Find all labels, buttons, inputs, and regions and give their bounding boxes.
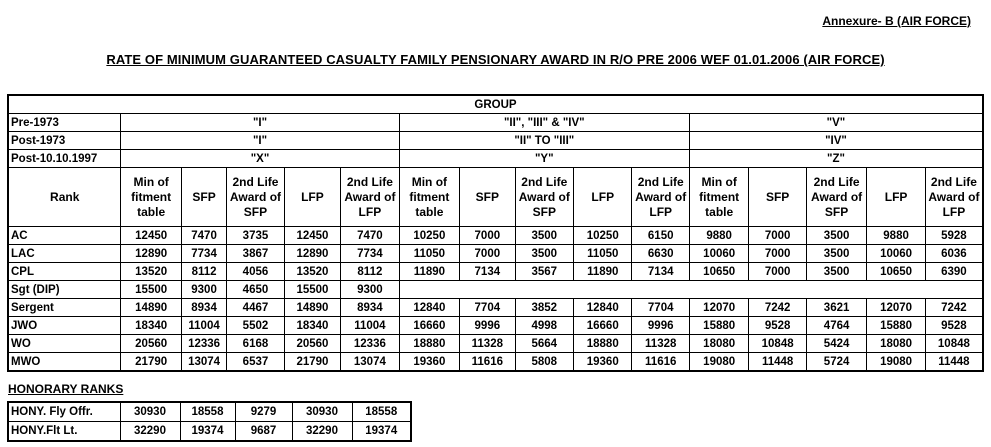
- period-group-x: "I": [121, 114, 399, 132]
- value-cell: 9528: [925, 317, 983, 335]
- value-cell: 18880: [399, 335, 459, 353]
- value-cell: 6630: [632, 245, 689, 263]
- value-cell: 12450: [284, 227, 340, 245]
- value-cell: 32290: [120, 422, 180, 442]
- value-cell: 6036: [925, 245, 983, 263]
- value-cell: 9996: [460, 317, 515, 335]
- value-cell: 6150: [632, 227, 689, 245]
- value-cell: 20560: [284, 335, 340, 353]
- value-cell: 10650: [867, 263, 925, 281]
- value-cell: 11050: [399, 245, 459, 263]
- value-cell: 18340: [284, 317, 340, 335]
- table-row: [8, 263, 983, 281]
- column-header-award-lfp: 2nd Life Award of LFP: [925, 168, 983, 227]
- value-cell: 12450: [121, 227, 181, 245]
- value-cell: 5424: [806, 335, 866, 353]
- value-cell: 32290: [292, 422, 352, 442]
- value-cell: 19080: [867, 353, 925, 372]
- period-row: [8, 114, 983, 132]
- value-cell: 8934: [181, 299, 226, 317]
- period-label: Post-10.10.1997: [8, 150, 121, 168]
- value-cell: 3500: [806, 227, 866, 245]
- period-group-x: "I": [121, 132, 399, 150]
- value-cell: 11050: [574, 245, 632, 263]
- page-title: RATE OF MINIMUM GUARANTEED CASUALTY FAMILY PENSIONARY AWARD IN R/O PRE 2006 WEF 01.01.2006 (AIR FORCE): [106, 52, 885, 67]
- table-row: [8, 227, 983, 245]
- rank-cell: HONY. Fly Offr.: [8, 402, 120, 422]
- value-cell: 12890: [284, 245, 340, 263]
- value-cell: 9528: [749, 317, 806, 335]
- honorary-row: [8, 422, 411, 442]
- value-cell: 9880: [689, 227, 748, 245]
- value-cell: 5724: [806, 353, 866, 372]
- value-cell: 6537: [227, 353, 284, 372]
- value-cell: 15500: [121, 281, 181, 299]
- period-group-y: "II" TO "III": [399, 132, 689, 150]
- value-cell: 10250: [399, 227, 459, 245]
- value-cell: 10650: [689, 263, 748, 281]
- value-cell: 18558: [352, 402, 411, 422]
- value-cell: 3867: [227, 245, 284, 263]
- value-cell: 3621: [806, 299, 866, 317]
- table-row: [8, 245, 983, 263]
- period-label: Pre-1973: [8, 114, 121, 132]
- value-cell: 7242: [749, 299, 806, 317]
- table-row: [8, 317, 983, 335]
- honorary-table: [7, 401, 412, 442]
- value-cell: 18080: [867, 335, 925, 353]
- group-header: GROUP: [8, 95, 983, 114]
- value-cell: 11328: [460, 335, 515, 353]
- value-cell: 12070: [689, 299, 748, 317]
- column-header-lfp: LFP: [574, 168, 632, 227]
- value-cell: 11890: [399, 263, 459, 281]
- value-cell: 12840: [574, 299, 632, 317]
- period-group-z: "V": [689, 114, 983, 132]
- column-header-sfp: SFP: [460, 168, 515, 227]
- value-cell: 18340: [121, 317, 181, 335]
- rank-cell: Sergent: [8, 299, 121, 317]
- value-cell: 12336: [341, 335, 399, 353]
- value-cell: 9300: [181, 281, 226, 299]
- value-cell: 4998: [515, 317, 573, 335]
- period-group-z: "Z": [689, 150, 983, 168]
- rank-cell: AC: [8, 227, 121, 245]
- period-group-x: "X": [121, 150, 399, 168]
- value-cell: 21790: [121, 353, 181, 372]
- honorary-ranks-label: HONORARY RANKS: [8, 382, 124, 396]
- value-cell: 9880: [867, 227, 925, 245]
- column-header-award-sfp: 2nd Life Award of SFP: [515, 168, 573, 227]
- value-cell: 11616: [460, 353, 515, 372]
- value-cell: 9687: [235, 422, 292, 442]
- value-cell: 19374: [180, 422, 235, 442]
- value-cell: 6168: [227, 335, 284, 353]
- value-cell: 9279: [235, 402, 292, 422]
- column-header-min-fitment: Min of fitment table: [689, 168, 748, 227]
- table-row: [8, 299, 983, 317]
- value-cell: 13520: [284, 263, 340, 281]
- rank-cell: LAC: [8, 245, 121, 263]
- column-header-min-fitment: Min of fitment table: [121, 168, 181, 227]
- period-group-y: "II", "III" & "IV": [399, 114, 689, 132]
- value-cell: 7470: [181, 227, 226, 245]
- table-row: [8, 335, 983, 353]
- value-cell: 7000: [460, 227, 515, 245]
- value-cell: 15880: [867, 317, 925, 335]
- value-cell: 4650: [227, 281, 284, 299]
- value-cell: 7704: [460, 299, 515, 317]
- value-cell: 7134: [460, 263, 515, 281]
- value-cell: 6390: [925, 263, 983, 281]
- value-cell: 11004: [341, 317, 399, 335]
- table-row: [8, 281, 983, 299]
- value-cell: 11004: [181, 317, 226, 335]
- value-cell: 14890: [284, 299, 340, 317]
- value-cell: 7704: [632, 299, 689, 317]
- value-cell: 7734: [181, 245, 226, 263]
- value-cell: 7134: [632, 263, 689, 281]
- rank-cell: JWO: [8, 317, 121, 335]
- value-cell: 7470: [341, 227, 399, 245]
- value-cell: 12890: [121, 245, 181, 263]
- empty-cell: [399, 281, 983, 299]
- rank-cell: Sgt (DIP): [8, 281, 121, 299]
- rank-header: Rank: [8, 168, 121, 227]
- column-header-award-sfp: 2nd Life Award of SFP: [806, 168, 866, 227]
- pension-table: [7, 94, 984, 372]
- value-cell: 18880: [574, 335, 632, 353]
- rank-cell: CPL: [8, 263, 121, 281]
- value-cell: 13074: [181, 353, 226, 372]
- column-header-award-lfp: 2nd Life Award of LFP: [632, 168, 689, 227]
- value-cell: 21790: [284, 353, 340, 372]
- value-cell: 30930: [120, 402, 180, 422]
- value-cell: 11328: [632, 335, 689, 353]
- value-cell: 5502: [227, 317, 284, 335]
- value-cell: 8112: [181, 263, 226, 281]
- value-cell: 19374: [352, 422, 411, 442]
- value-cell: 10848: [749, 335, 806, 353]
- value-cell: 12070: [867, 299, 925, 317]
- value-cell: 16660: [574, 317, 632, 335]
- column-header-min-fitment: Min of fitment table: [399, 168, 459, 227]
- value-cell: 9300: [341, 281, 399, 299]
- value-cell: 11448: [749, 353, 806, 372]
- value-cell: 4467: [227, 299, 284, 317]
- value-cell: 10848: [925, 335, 983, 353]
- value-cell: 20560: [121, 335, 181, 353]
- value-cell: 8934: [341, 299, 399, 317]
- value-cell: 7000: [749, 245, 806, 263]
- rank-cell: MWO: [8, 353, 121, 372]
- column-header-sfp: SFP: [181, 168, 226, 227]
- group-header-row: [8, 95, 983, 114]
- column-header-sfp: SFP: [749, 168, 806, 227]
- value-cell: 15880: [689, 317, 748, 335]
- value-cell: 19080: [689, 353, 748, 372]
- value-cell: 7734: [341, 245, 399, 263]
- value-cell: 3567: [515, 263, 573, 281]
- value-cell: 14890: [121, 299, 181, 317]
- value-cell: 10060: [689, 245, 748, 263]
- value-cell: 5664: [515, 335, 573, 353]
- rank-cell: HONY.Flt Lt.: [8, 422, 120, 442]
- value-cell: 12336: [181, 335, 226, 353]
- value-cell: 4056: [227, 263, 284, 281]
- value-cell: 7000: [749, 227, 806, 245]
- value-cell: 11616: [632, 353, 689, 372]
- value-cell: 19360: [399, 353, 459, 372]
- column-header-lfp: LFP: [284, 168, 340, 227]
- value-cell: 4764: [806, 317, 866, 335]
- value-cell: 3500: [806, 263, 866, 281]
- value-cell: 18558: [180, 402, 235, 422]
- value-cell: 16660: [399, 317, 459, 335]
- value-cell: 3735: [227, 227, 284, 245]
- value-cell: 12840: [399, 299, 459, 317]
- value-cell: 7000: [460, 245, 515, 263]
- value-cell: 30930: [292, 402, 352, 422]
- column-header-lfp: LFP: [867, 168, 925, 227]
- value-cell: 18080: [689, 335, 748, 353]
- column-header-award-sfp: 2nd Life Award of SFP: [227, 168, 284, 227]
- table-row: [8, 353, 983, 372]
- value-cell: 15500: [284, 281, 340, 299]
- value-cell: 7000: [749, 263, 806, 281]
- value-cell: 10250: [574, 227, 632, 245]
- honorary-row: [8, 402, 411, 422]
- column-header-award-lfp: 2nd Life Award of LFP: [341, 168, 399, 227]
- rank-cell: WO: [8, 335, 121, 353]
- value-cell: 10060: [867, 245, 925, 263]
- value-cell: 11448: [925, 353, 983, 372]
- value-cell: 3852: [515, 299, 573, 317]
- value-cell: 19360: [574, 353, 632, 372]
- value-cell: 13520: [121, 263, 181, 281]
- value-cell: 11890: [574, 263, 632, 281]
- value-cell: 7242: [925, 299, 983, 317]
- value-cell: 5808: [515, 353, 573, 372]
- period-label: Post-1973: [8, 132, 121, 150]
- period-group-y: "Y": [399, 150, 689, 168]
- value-cell: 5928: [925, 227, 983, 245]
- period-row: [8, 132, 983, 150]
- value-cell: 3500: [515, 227, 573, 245]
- value-cell: 8112: [341, 263, 399, 281]
- value-cell: 9996: [632, 317, 689, 335]
- value-cell: 3500: [806, 245, 866, 263]
- period-group-z: "IV": [689, 132, 983, 150]
- period-row: [8, 150, 983, 168]
- column-header-row: [8, 168, 983, 227]
- annexure-label: Annexure- B (AIR FORCE): [822, 14, 971, 28]
- value-cell: 13074: [341, 353, 399, 372]
- value-cell: 3500: [515, 245, 573, 263]
